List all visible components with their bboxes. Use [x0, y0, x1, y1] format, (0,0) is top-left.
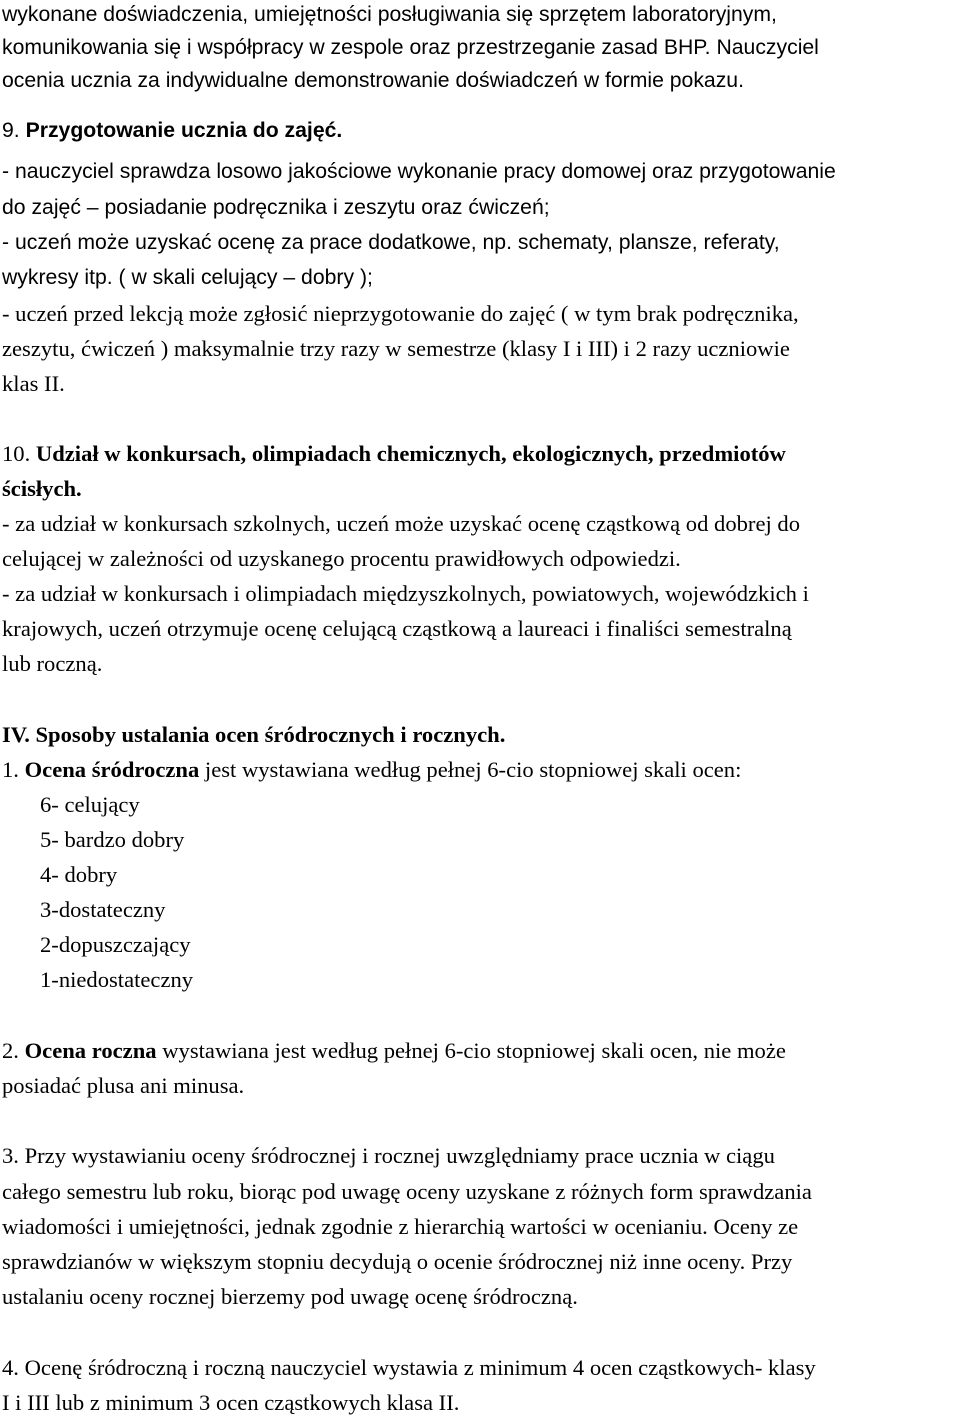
- paragraph-line: wiadomości i umiejętności, jednak zgodnie z hierarchią wartości w ocenianiu. Oceny ze: [2, 1214, 799, 1239]
- paragraph-line: sprawdzianów w większym stopniu decydują o ocenie śródrocznej niż inne oceny. Przy: [2, 1249, 793, 1274]
- item-text: jest wystawiana według pełnej 6-cio stopniowej skali ocen:: [199, 757, 742, 782]
- grade-item: 5- bardzo dobry: [40, 827, 185, 852]
- paragraph-line: lub roczną.: [2, 651, 103, 676]
- paragraph-line: komunikowania się i współpracy w zespole oraz przestrzeganie zasad BHP. Nauczyciel: [2, 36, 819, 59]
- section-title-continued: ścisłych.: [2, 476, 82, 501]
- paragraph-line: wykresy itp. ( w skali celujący – dobry );: [2, 266, 373, 289]
- item-number: 2.: [2, 1038, 25, 1063]
- paragraph-line: całego semestru lub roku, biorąc pod uwagę oceny uzyskane z różnych form sprawdzania: [2, 1179, 812, 1204]
- paragraph-line: - za udział w konkursach szkolnych, uczeń może uzyskać ocenę cząstkową od dobrej do: [2, 511, 800, 536]
- item-1: [2, 755, 741, 785]
- paragraph-line: - za udział w konkursach i olimpiadach międzyszkolnych, powiatowych, wojewódzkich i: [2, 581, 809, 606]
- item-bold: Ocena roczna: [24, 1038, 157, 1063]
- grade-item: 3-dostateczny: [40, 897, 166, 922]
- paragraph-line: zeszytu, ćwiczeń ) maksymalnie trzy razy w semestrze (klasy I i III) i 2 razy uczniowie: [2, 336, 790, 361]
- section-title: Udział w konkursach, olimpiadach chemicznych, ekologicznych, przedmiotów: [35, 441, 786, 466]
- paragraph-line: 3. Przy wystawianiu oceny śródrocznej i rocznej uwzględniamy prace ucznia w ciągu: [2, 1143, 775, 1168]
- paragraph-line: ocenia ucznia za indywidualne demonstrowanie doświadczeń w formie pokazu.: [2, 69, 744, 92]
- paragraph-line: posiadać plusa ani minusa.: [2, 1073, 245, 1098]
- paragraph-line: krajowych, uczeń otrzymuje ocenę celującą cząstkową a laureaci i finaliści semestralną: [2, 616, 792, 641]
- section-9-heading: [2, 116, 342, 146]
- paragraph-line: I i III lub z minimum 3 ocen cząstkowych klasa II.: [2, 1390, 460, 1415]
- grade-item: 4- dobry: [40, 862, 118, 887]
- paragraph-line: ustalaniu oceny rocznej bierzemy pod uwagę ocenę śródroczną.: [2, 1284, 578, 1309]
- section-IV-heading: IV. Sposoby ustalania ocen śródrocznych i rocznych.: [2, 722, 506, 747]
- paragraph-line: klas II.: [2, 371, 65, 396]
- grade-item: 1-niedostateczny: [40, 967, 194, 992]
- section-10-heading: [2, 439, 786, 469]
- paragraph-line: - uczeń przed lekcją może zgłosić nieprzygotowanie do zajęć ( w tym brak podręcznika,: [2, 301, 799, 326]
- item-text: wystawiana jest według pełnej 6-cio stopniowej skali ocen, nie może: [156, 1038, 786, 1063]
- paragraph-line: - uczeń może uzyskać ocenę za prace dodatkowe, np. schematy, plansze, referaty,: [2, 231, 780, 254]
- section-title: Przygotowanie ucznia do zajęć.: [25, 119, 343, 142]
- section-number: 9.: [2, 119, 26, 142]
- paragraph-line: 4. Ocenę śródroczną i roczną nauczyciel wystawia z minimum 4 ocen cząstkowych- klasy: [2, 1355, 816, 1380]
- paragraph-line: do zajęć – posiadanie podręcznika i zeszytu oraz ćwiczeń;: [2, 196, 550, 219]
- paragraph-line: celującej w zależności od uzyskanego procentu prawidłowych odpowiedzi.: [2, 546, 681, 571]
- paragraph-line: wykonane doświadczenia, umiejętności posługiwania się sprzętem laboratoryjnym,: [2, 3, 777, 26]
- item-number: 1.: [2, 757, 25, 782]
- item-2: [2, 1036, 786, 1066]
- section-number: 10.: [2, 441, 36, 466]
- paragraph-line: - nauczyciel sprawdza losowo jakościowe wykonanie pracy domowej oraz przygotowanie: [2, 160, 836, 183]
- grade-item: 2-dopuszczający: [40, 932, 191, 957]
- item-bold: Ocena śródroczna: [24, 757, 200, 782]
- grade-item: 6- celujący: [40, 792, 140, 817]
